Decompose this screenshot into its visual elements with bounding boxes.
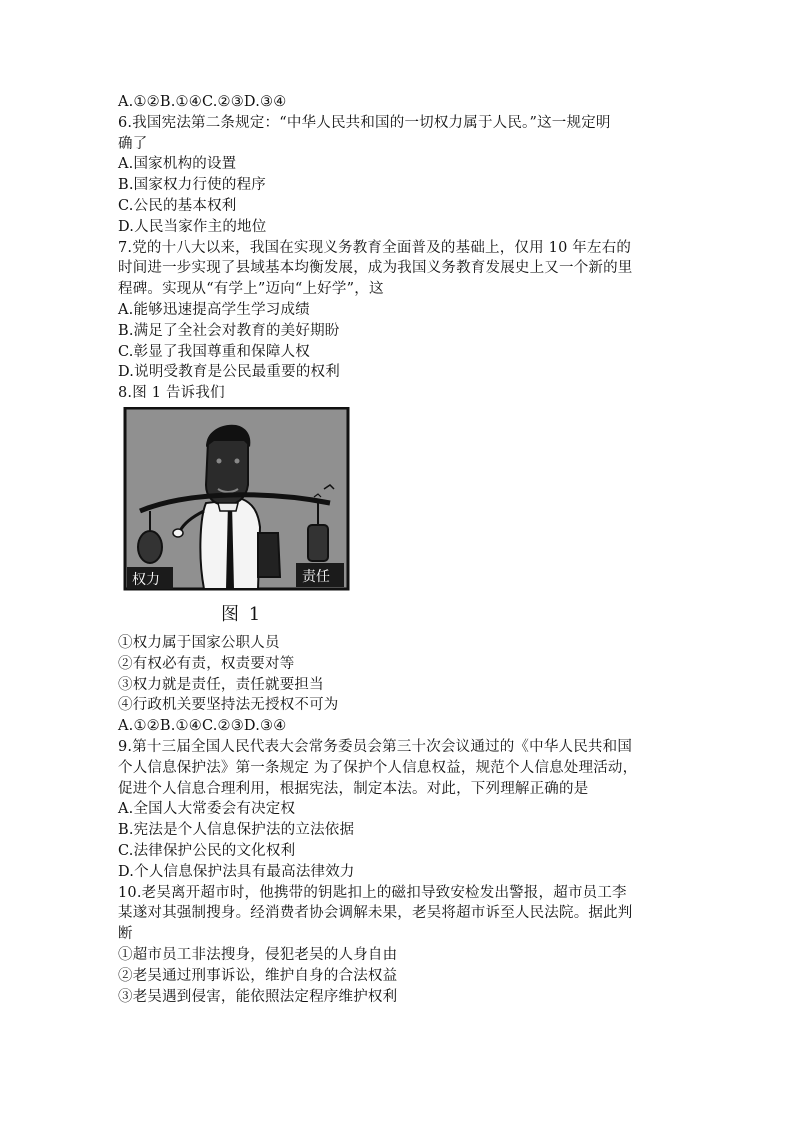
text-line: C.彰显了我国尊重和保障人权 <box>118 343 310 360</box>
figure-1-cartoon <box>118 407 350 595</box>
text-line: A.①②B.①④C.②③D.③④ <box>118 718 287 735</box>
text-line: 某遂对其强制搜身。经消费者协会调解未果，老吴将超市诉至人民法院。据此判 <box>118 905 633 922</box>
text-line: D.个人信息保护法具有最高法律效力 <box>118 863 355 880</box>
text-line: 断 <box>118 926 133 943</box>
text-line: ①超市员工非法搜身，侵犯老吴的人身自由 <box>118 946 398 963</box>
text-line: 个人信息保护法》第一条规定 为了保护个人信息权益，规范个人信息处理活动， <box>118 759 638 776</box>
text-line: 6.我国宪法第二条规定：“中华人民共和国的一切权力属于人民。”这一规定明 <box>118 114 611 131</box>
text-line: 确了 <box>118 135 148 152</box>
text-line: A.全国人大常委会有决定权 <box>118 801 296 818</box>
text-line: 10.老吴离开超市时，他携带的钥匙扣上的磁扣导致安检发出警报，超市员工李 <box>118 884 627 901</box>
text-line: C.法律保护公民的文化权利 <box>118 842 296 859</box>
document-page <box>118 92 688 1007</box>
text-line: B.宪法是个人信息保护法的立法依据 <box>118 822 355 839</box>
figure-label-left: 权力 <box>132 571 160 588</box>
text-line: 7.党的十八大以来，我国在实现义务教育全面普及的基础上，仅用 10 年左右的 <box>118 239 632 256</box>
figure-label-right: 责任 <box>302 568 330 585</box>
text-line: ④行政机关要坚持法无授权不可为 <box>118 697 339 714</box>
text-line: D.人民当家作主的地位 <box>118 218 267 235</box>
text-line: 8.图 1 告诉我们 <box>118 385 225 402</box>
text-line: 促进个人信息合理利用，根据宪法，制定本法。对此，下列理解正确的是 <box>118 780 589 797</box>
text-line: D.说明受教育是公民最重要的权利 <box>118 364 340 381</box>
text-line: B.国家权力行使的程序 <box>118 177 266 194</box>
text-line: C.公民的基本权利 <box>118 197 237 214</box>
text-line: B.满足了全社会对教育的美好期盼 <box>118 322 340 339</box>
text-line: 程碑。实现从“有学上”迈向“上好学”，这 <box>118 281 384 298</box>
text-line: A.能够迅速提高学生学习成绩 <box>118 301 310 318</box>
text-line: ③老吴遇到侵害，能依照法定程序维护权利 <box>118 988 398 1005</box>
text-line: 时间进一步实现了县域基本均衡发展，成为我国义务教育发展史上又一个新的里 <box>118 260 633 277</box>
text-line: A.国家机构的设置 <box>118 156 237 173</box>
text-block-bottom <box>118 633 688 1007</box>
text-line: ③权力就是责任，责任就要担当 <box>118 676 324 693</box>
text-line: ②有权必有责，权责要对等 <box>118 655 295 672</box>
text-line: ②老吴通过刑事诉讼，维护自身的合法权益 <box>118 967 398 984</box>
text-line: ①权力属于国家公职人员 <box>118 634 280 651</box>
figure-caption: 图 1 <box>221 603 263 625</box>
text-block-top <box>118 92 688 404</box>
text-line: A.①②B.①④C.②③D.③④ <box>118 94 287 110</box>
text-line: 9.第十三届全国人民代表大会常务委员会第三十次会议通过的《中华人民共和国 <box>118 738 633 755</box>
